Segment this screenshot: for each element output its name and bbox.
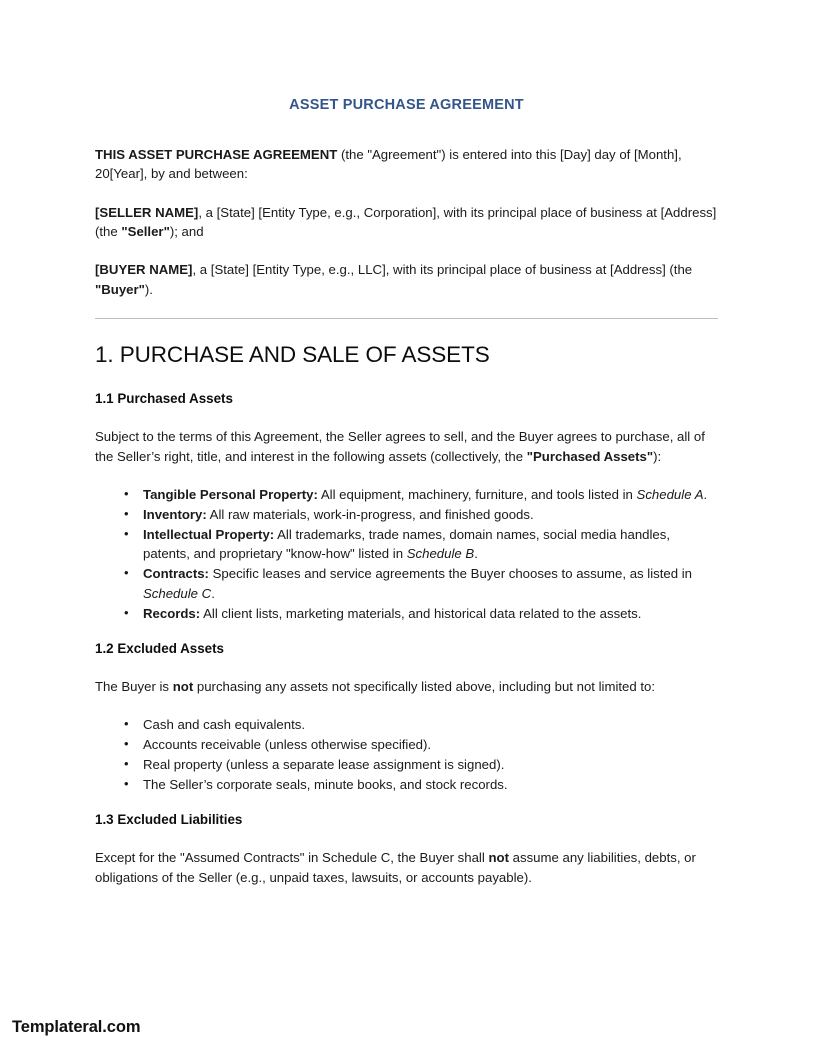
list-item-label: Contracts: bbox=[143, 566, 209, 582]
purchased-assets-intro-part1: Subject to the terms of this Agreement, the Seller agrees to sell, and the Buyer agrees to purchase, all of the Seller’s right, title, and interest in the following assets (collectively, the bbox=[95, 429, 705, 464]
footer-brand: Templateral.com bbox=[12, 1018, 141, 1036]
excluded-assets-intro-part1: The Buyer is bbox=[95, 678, 173, 694]
purchased-assets-intro-part2: ): bbox=[653, 448, 662, 464]
seller-party-paragraph bbox=[95, 203, 718, 242]
list-item-text: All trademarks, trade names, domain names, social media handles, patents, and proprietary "know-how" listed in bbox=[143, 526, 671, 562]
list-item bbox=[95, 505, 718, 524]
excluded-assets-intro-part2: purchasing any assets not specifically listed above, including but not limited to: bbox=[193, 678, 656, 694]
excluded-assets-list bbox=[95, 715, 718, 794]
list-item: • Cash and cash equivalents. bbox=[95, 715, 718, 734]
list-item: • The Seller’s corporate seals, minute books, and stock records. bbox=[95, 775, 718, 794]
page-title: ASSET PURCHASE AGREEMENT bbox=[289, 97, 524, 113]
list-item-schedule-ref: Schedule C bbox=[143, 585, 212, 601]
buyer-defined-term: "Buyer" bbox=[95, 281, 145, 297]
purchased-assets-defined-term: "Purchased Assets" bbox=[526, 448, 654, 464]
seller-tail-text: ); and bbox=[169, 224, 204, 240]
list-item-text: All raw materials, work-in-progress, and finished goods. bbox=[206, 507, 534, 522]
list-item-label: Tangible Personal Property: bbox=[143, 487, 318, 503]
preamble-rest-text: (the "Agreement") is entered into this [Day] day of [Month], 20[Year], by and between: bbox=[95, 146, 682, 182]
excluded-assets-intro bbox=[95, 677, 718, 696]
section-divider bbox=[95, 318, 718, 319]
excluded-liabilities-part2: assume any liabilities, debts, or obligations of the Seller (e.g., unpaid taxes, lawsuits, or accounts payable). bbox=[95, 850, 696, 885]
preamble-paragraph bbox=[95, 145, 718, 184]
list-item-schedule-ref: Schedule A bbox=[636, 487, 704, 503]
list-item-text: All client lists, marketing materials, and historical data related to the assets. bbox=[200, 605, 642, 621]
purchased-assets-intro bbox=[95, 427, 718, 466]
section-1-heading: 1. PURCHASE AND SALE OF ASSETS bbox=[95, 342, 490, 368]
excluded-liabilities-paragraph bbox=[95, 848, 718, 887]
excluded-assets-emphasis: not bbox=[172, 678, 194, 694]
list-item-text: All equipment, machinery, furniture, and tools listed in bbox=[317, 487, 637, 503]
section-1-1-heading: 1.1 Purchased Assets bbox=[95, 391, 233, 407]
list-item-text-end: . bbox=[474, 546, 478, 562]
seller-defined-term: "Seller" bbox=[121, 224, 170, 240]
document-body bbox=[95, 96, 718, 887]
section-1-2-heading: 1.2 Excluded Assets bbox=[95, 640, 225, 656]
list-item-label: Records: bbox=[143, 605, 201, 621]
buyer-name-placeholder: [BUYER NAME] bbox=[95, 262, 193, 278]
list-item-text-end: . bbox=[211, 585, 215, 601]
list-item bbox=[95, 485, 718, 504]
list-item bbox=[95, 525, 718, 564]
buyer-details-text: , a [State] [Entity Type, e.g., LLC], with its principal place of business at [Address] (the bbox=[192, 262, 693, 278]
list-item bbox=[95, 564, 718, 603]
seller-name-placeholder: [SELLER NAME] bbox=[95, 204, 199, 220]
section-1-3-heading: 1.3 Excluded Liabilities bbox=[95, 812, 243, 828]
list-item-label: Intellectual Property: bbox=[143, 526, 275, 542]
buyer-party-paragraph bbox=[95, 260, 718, 299]
excluded-liabilities-emphasis: not bbox=[488, 850, 509, 866]
list-item: • Real property (unless a separate lease assignment is signed). bbox=[95, 755, 718, 774]
seller-details-text: , a [State] [Entity Type, e.g., Corporation], with its principal place of business at [Address] (the bbox=[95, 204, 717, 240]
list-item-schedule-ref: Schedule B bbox=[406, 546, 475, 562]
buyer-tail-text: ). bbox=[144, 281, 153, 297]
excluded-liabilities-part1: Except for the "Assumed Contracts" in Schedule C, the Buyer shall bbox=[95, 850, 489, 866]
list-item bbox=[95, 604, 718, 623]
purchased-assets-list bbox=[95, 485, 718, 623]
list-item-label: Inventory: bbox=[143, 507, 207, 522]
preamble-bold-lead: THIS ASSET PURCHASE AGREEMENT bbox=[95, 146, 338, 162]
list-item-text-end: . bbox=[703, 487, 708, 503]
list-item: • Accounts receivable (unless otherwise specified). bbox=[95, 735, 718, 754]
list-item-text: Specific leases and service agreements the Buyer chooses to assume, as listed in bbox=[208, 566, 693, 582]
